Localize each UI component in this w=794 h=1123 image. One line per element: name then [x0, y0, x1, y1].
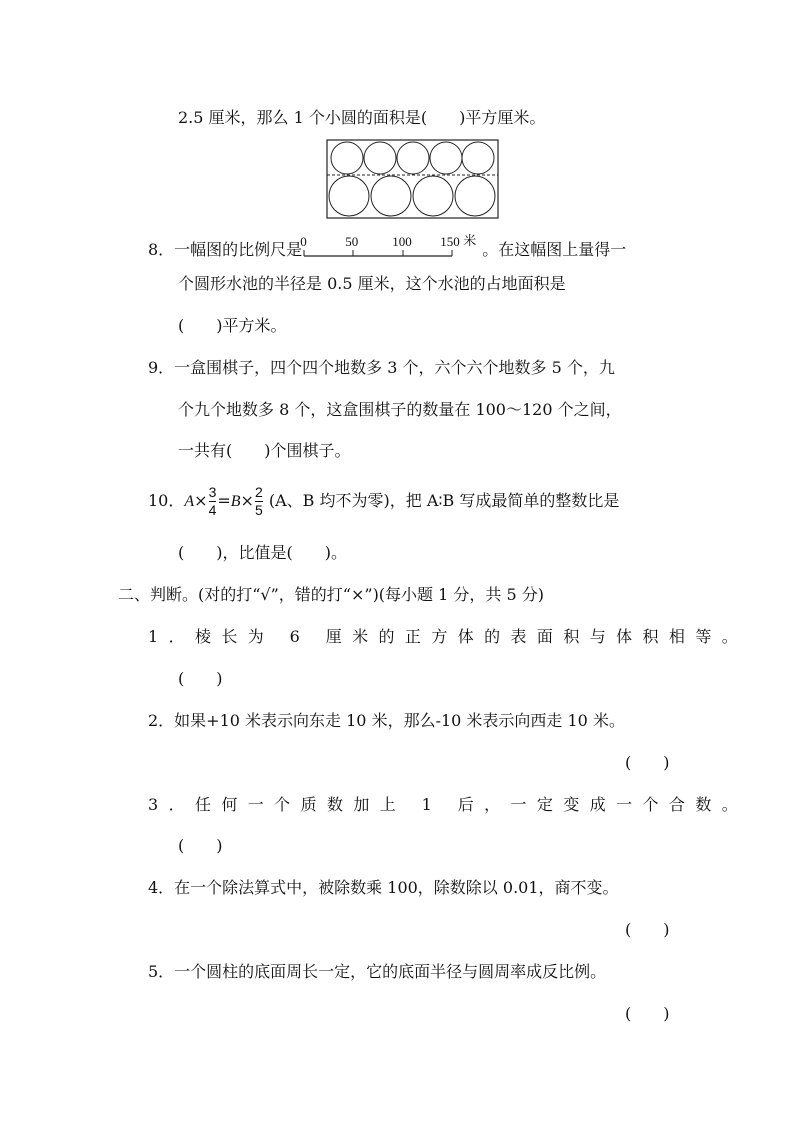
scale-label: 50	[345, 234, 359, 249]
judge-item-3: 3．任何一个质数加上 1 后，一定变成一个合数。	[148, 795, 749, 814]
q10-line1	[148, 481, 619, 522]
judge-blank-2: ( )	[625, 753, 670, 772]
q8-line1	[148, 234, 627, 262]
small-circle	[462, 142, 494, 174]
figure-frame	[327, 140, 498, 218]
fraction-numerator: 2	[254, 484, 263, 500]
scale-bar	[300, 234, 482, 262]
small-circle	[397, 142, 429, 174]
large-circle	[455, 176, 495, 216]
fraction-numerator: 3	[208, 484, 217, 500]
fraction-denominator: 5	[254, 502, 263, 518]
q7-text: 2.5 厘米，那么 1 个小圆的面积是( )平方厘米。	[178, 108, 546, 127]
q8-lead: 8．一幅图的比例尺是	[148, 240, 303, 259]
times-sign: ×	[194, 491, 208, 510]
large-circle	[371, 176, 411, 216]
small-circle	[331, 142, 363, 174]
large-circle	[329, 176, 369, 216]
scale-label: 100	[392, 234, 412, 249]
var-a: A	[184, 493, 195, 510]
q9-line2: 个九个地数多 8 个，这盒围棋子的数量在 100～120 个之间，	[178, 400, 622, 419]
scale-unit: 米	[463, 234, 477, 249]
judge-blank-5: ( )	[625, 1004, 670, 1023]
judge-blank-3: ( )	[178, 836, 223, 855]
fraction-three-quarters	[209, 484, 217, 519]
section2-heading: 二、判断。(对的打“√”，错的打“×”)(每小题 1 分，共 5 分)	[118, 585, 544, 604]
circles-figure	[326, 139, 501, 221]
times-sign: ×	[240, 491, 254, 510]
scale-label: 0	[300, 234, 307, 249]
judge-item-4: 4．在一个除法算式中，被除数乘 100，除数除以 0.01，商不变。	[148, 878, 619, 897]
q10-num: 10．	[148, 491, 185, 510]
large-circle	[413, 176, 453, 216]
judge-item-2: 2．如果+10 米表示向东走 10 米，那么-10 米表示向西走 10 米。	[148, 711, 625, 730]
q9-line3: 一共有( )个围棋子。	[178, 441, 351, 460]
small-circle	[430, 142, 462, 174]
var-b: B	[230, 493, 241, 510]
q9-line1: 9．一盒围棋子，四个四个地数多 3 个，六个六个地数多 5 个，九	[148, 358, 615, 377]
judge-item-1: 1．棱长为 6 厘米的正方体的表面积与体积相等。	[148, 627, 749, 646]
q8-tail: 。在这幅图上量得一	[482, 240, 627, 259]
fraction-denominator: 4	[208, 502, 217, 518]
fraction-two-fifths	[255, 484, 263, 519]
judge-blank-1: ( )	[178, 669, 223, 688]
judge-item-5: 5．一个圆柱的底面周长一定，它的底面半径与圆周率成反比例。	[148, 962, 607, 981]
q8-line2: 个圆形水池的半径是 0.5 厘米，这个水池的占地面积是	[178, 274, 566, 293]
judge-blank-4: ( )	[625, 920, 670, 939]
q8-line3: ( )平方米。	[178, 316, 287, 335]
q10-tail: (A、B 均不为零)，把 A∶B 写成最简单的整数比是	[268, 491, 620, 510]
scale-label: 150	[440, 234, 460, 249]
q10-line2: ( )，比值是( )。	[178, 543, 347, 562]
equals-sign: =	[217, 491, 231, 510]
small-circle	[364, 142, 396, 174]
